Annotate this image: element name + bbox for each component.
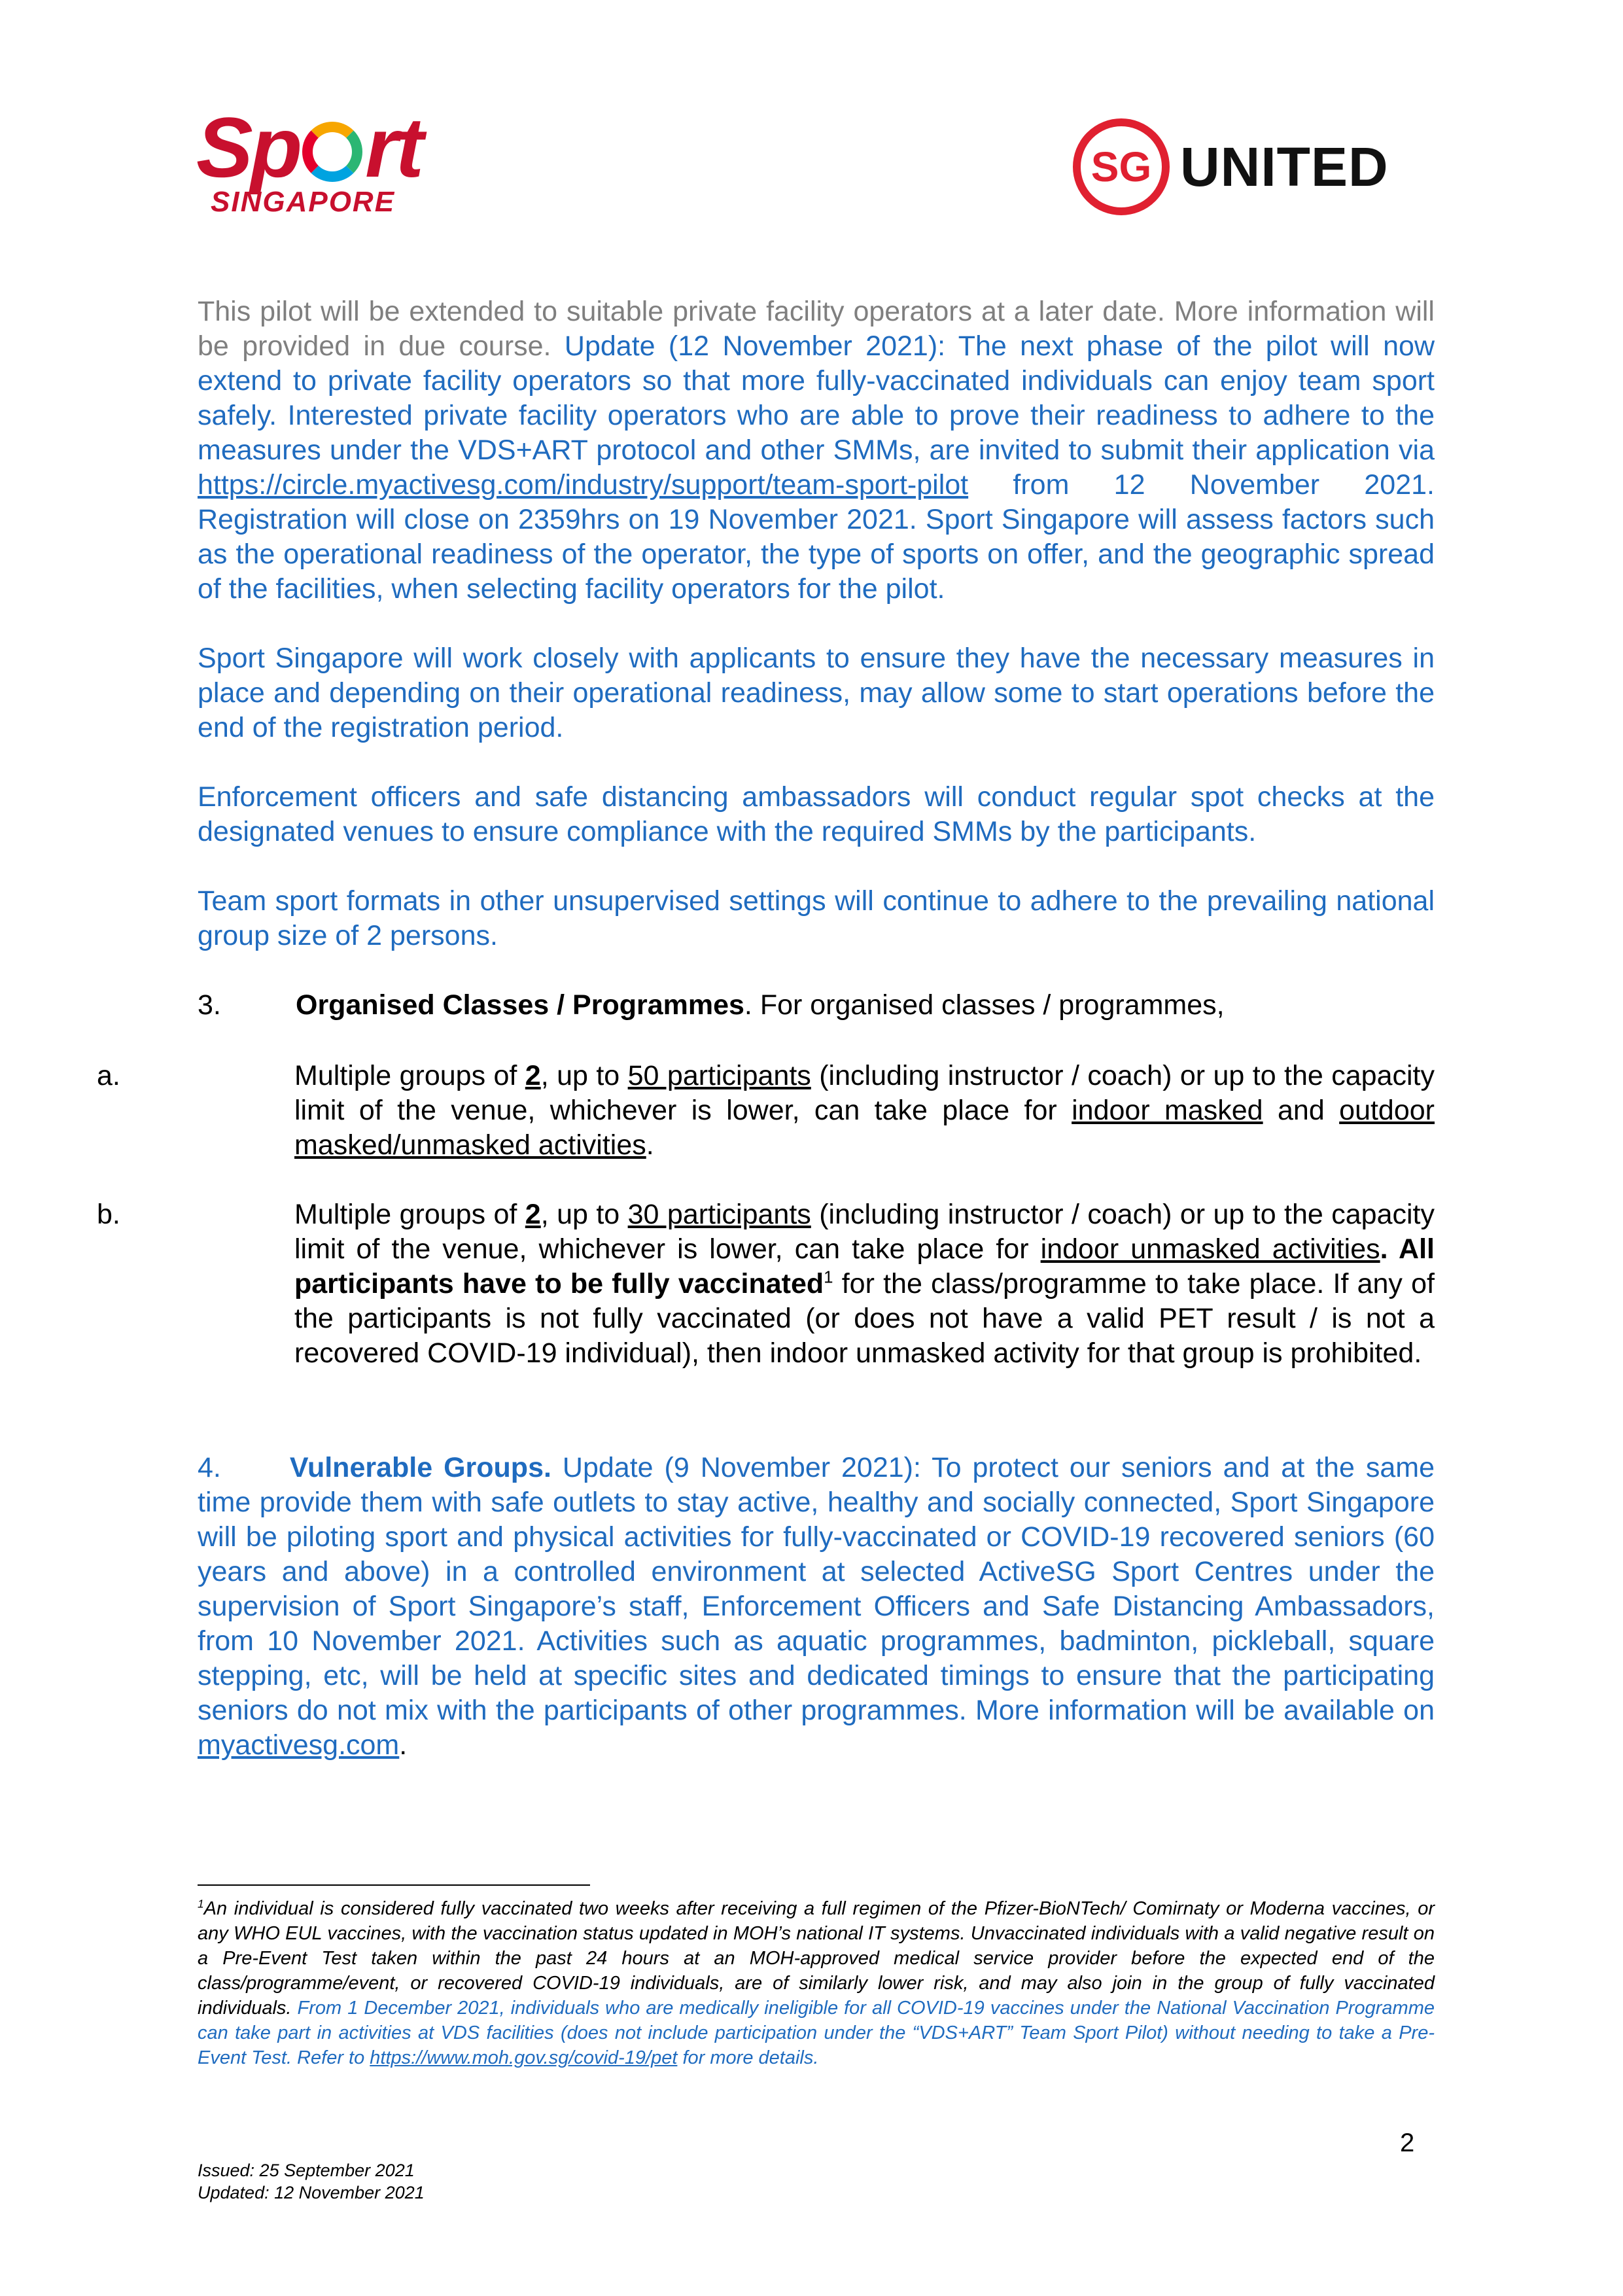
sport-logo-ring-icon [302, 122, 362, 182]
paragraph-pilot-extension [198, 294, 1435, 607]
sg-united-logo [1073, 115, 1389, 219]
section-number: 4. [198, 1452, 221, 1483]
paragraph-team-sport-formats: Team sport formats in other unsupervised settings will continue to adhere to the prevailing national group size of 2 persons. [198, 885, 1435, 951]
section-title: Organised Classes / Programmes [296, 989, 744, 1021]
item-label: b. [97, 1199, 120, 1230]
team-sport-pilot-link[interactable]: https://circle.myactivesg.com/industry/support/team-sport-pilot [198, 469, 969, 501]
sg-united-wordmark: UNITED [1180, 135, 1389, 198]
updated-date: Updated: 12 November 2021 [198, 2183, 425, 2202]
sport-singapore-logo: Sp rt SINGAPORE [196, 105, 445, 229]
page-number: 2 [1400, 2128, 1415, 2157]
footnote-1: $^1$An individual is considered fully vaccinated two weeks after receiving a full regimen of the Pfizer-BioNTech/ Comirnaty or Moderna vaccines, or any WHO EUL vaccines, with the vaccination status updated in MOH’s national IT systems. Unvaccinated individuals with a valid negative result on a Pre-Event Test taken within the past 24 hours at an MOH-approved medical service provider before the expected end of the class/programme/event, or recovered COVID-19 individuals, are of similarly lower risk, and may also join in the group of fully vaccinated individuals. From 1 December 2021, individuals who are medically ineligible for all COVID-19 vaccines under the National Vaccination Programme can take part in activities at VDS facilities (does not include participation under the “VDS+ART” Team Sport Pilot) without needing to take a Pre-Event Test. Refer to https://www.moh.gov.sg/covid-19/pet for more details. [198, 1897, 1435, 2068]
moh-pet-link[interactable]: https://www.moh.gov.sg/covid-19/pet [370, 2047, 678, 2068]
paragraph-enforcement: Enforcement officers and safe distancing ambassadors will conduct regular spot checks at the designated venues to ensure compliance with the required SMMs by the participants. [198, 781, 1435, 847]
pilot-grey-text: This pilot will be extended to suitable private facility operators at a later date. More information will be provided in due course. [198, 296, 1435, 362]
section-number: 3. [198, 989, 221, 1021]
footnote-divider [198, 1884, 590, 1886]
issued-date: Issued: 25 September 2021 [198, 2161, 415, 2180]
myactivesg-link[interactable]: myactivesg.com [198, 1729, 400, 1761]
pilot-update-text-cont: from 12 November 2021. Registration will close on 2359hrs on 19 November 2021. Sport Singapore will assess factors such as the operational readiness of the operator, the type of sports on offer, and the geographic spread of the facilities, when selecting facility operators for the pilot. [198, 469, 1435, 605]
section-4-vulnerable-groups: 4. Vulnerable Groups. Update (9 November 2021): To protect our seniors and at the same time provide them with safe outlets to stay active, healthy and socially connected, Sport Singapore will be piloting sport and physical activities for fully-vaccinated or COVID-19 recovered seniors (60 years and above) in a controlled environment at selected ActiveSG Sport Centres under the supervision of Sport Singapore’s staff, Enforcement Officers and Safe Distancing Ambassadors, from 10 November 2021. Activities such as aquatic programmes, badminton, pickleball, square stepping, etc, will be held at specific sites and dedicated timings to ensure that the participating seniors do not mix with the participants of other programmes. More information will be available on myactivesg.com. [198, 1452, 1435, 1761]
pilot-update-text: Update (12 November 2021): The next phase of the pilot will now extend to private facility operators so that more fully-vaccinated individuals can enjoy team sport safely. Interested private facility operators who are able to prove their readiness to adhere to the measures under the VDS+ART protocol and other SMMs, are invited to submit their application via [198, 330, 1435, 466]
sg-circle-icon: SG [1073, 118, 1170, 215]
section-3-item-b: b. Multiple groups of 2, up to 30 participants (including instructor / coach) or up to the capacity limit of the venue, whichever is lower, can take place for indoor unmasked activities. All participants have to be fully vaccinated$^1$ for the class/programme to take place. If any of the participants is not fully vaccinated (or does not have a valid PET result / is not a recovered COVID-19 individual), then indoor unmasked activity for that group is prohibited. [97, 1199, 1435, 1369]
paragraph-applicants: Sport Singapore will work closely with applicants to ensure they have the necessary measures in place and depending on their operational readiness, may allow some to start operations before the end of the registration period. [198, 643, 1435, 743]
section-3-item-a: a. Multiple groups of 2, up to 50 participants (including instructor / coach) or up to the capacity limit of the venue, whichever is lower, can take place for indoor masked and outdoor masked/unmasked activities. [97, 1060, 1435, 1161]
sport-logo-subtitle: SINGAPORE [211, 186, 396, 218]
section-title: Vulnerable Groups. [289, 1452, 551, 1483]
issue-dates [198, 2159, 425, 2204]
item-label: a. [97, 1060, 120, 1091]
footnote-ref[interactable]: 1 [824, 1268, 833, 1287]
